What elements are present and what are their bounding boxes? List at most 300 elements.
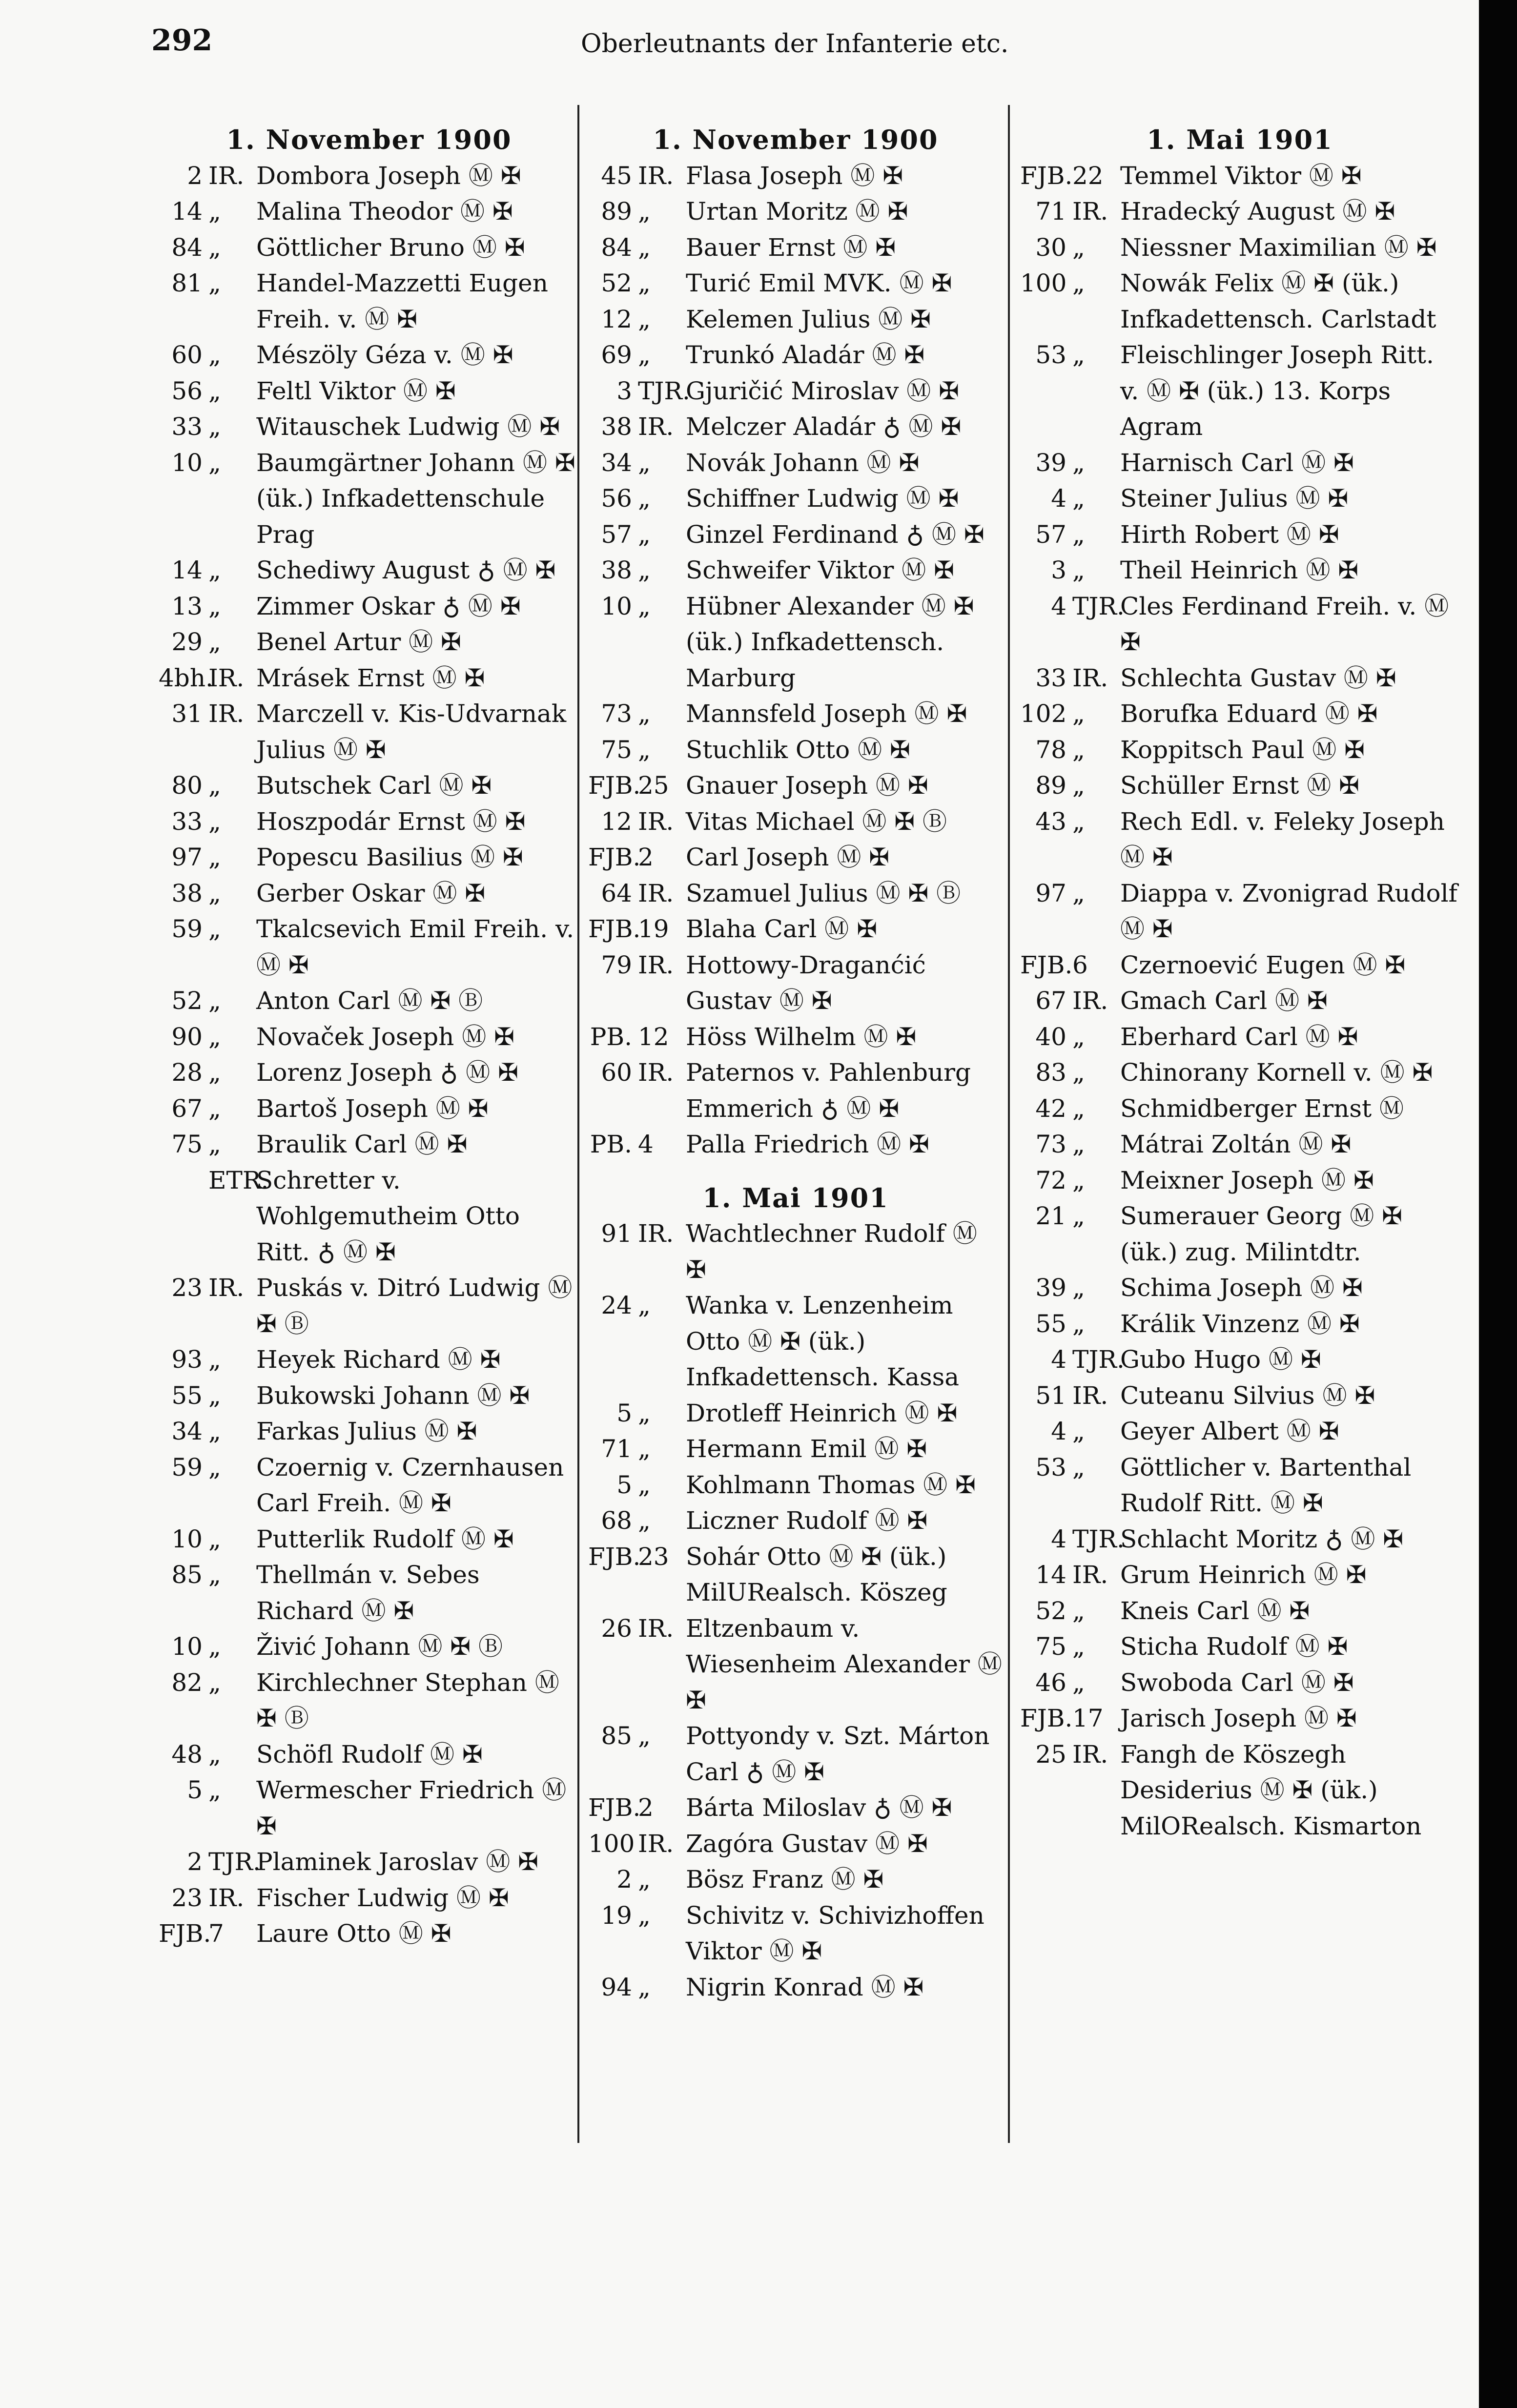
officer-entry-text: Wachtlechner Rudolf Ⓜ ✠ — [686, 1219, 977, 1284]
list-entry — [588, 768, 1003, 804]
list-entry — [159, 804, 579, 840]
unit-reference — [588, 1127, 686, 1163]
list-entry — [1020, 732, 1459, 768]
unit-type: IR. — [638, 1058, 674, 1087]
list-entry — [1020, 804, 1459, 876]
officer-entry-text: Bárta Miloslav ♁ Ⓜ ✠ — [686, 1793, 952, 1822]
unit-reference — [159, 230, 256, 266]
unit-number: 64 — [601, 879, 632, 907]
unit-reference — [1020, 768, 1120, 804]
unit-number: 59 — [171, 915, 203, 943]
unit-number: 23 — [171, 1274, 203, 1302]
unit-type: 23 — [638, 1542, 669, 1571]
unit-number: 68 — [601, 1506, 632, 1535]
list-entry — [1020, 1665, 1459, 1701]
unit-reference — [1020, 1091, 1120, 1127]
list-entry — [588, 1790, 1003, 1826]
officer-entry-text: Harnisch Carl Ⓜ ✠ — [1120, 448, 1354, 477]
unit-reference — [159, 624, 256, 660]
unit-type: „ — [1072, 1453, 1085, 1482]
officer-entry-text: Schlacht Moritz ♁ Ⓜ ✠ — [1120, 1524, 1404, 1553]
unit-number: 97 — [171, 843, 203, 871]
officer-entry-text: Steiner Julius Ⓜ ✠ — [1120, 484, 1349, 513]
officer-entry-text: Palla Friedrich Ⓜ ✠ — [686, 1130, 929, 1158]
unit-reference — [159, 445, 256, 553]
unit-number: 39 — [1035, 448, 1066, 477]
unit-number: 2 — [187, 161, 203, 190]
unit-type: 2 — [638, 1793, 654, 1822]
unit-reference — [588, 1718, 686, 1790]
unit-number: 97 — [1035, 879, 1066, 907]
unit-reference — [1020, 553, 1120, 589]
officer-entry-text: Novaček Joseph Ⓜ ✠ — [256, 1022, 514, 1051]
unit-reference — [159, 1378, 256, 1414]
unit-number: 12 — [601, 807, 632, 836]
officer-entry-text: Králik Vinzenz Ⓜ ✠ — [1120, 1309, 1360, 1338]
column-2 — [588, 122, 1003, 2005]
unit-type: IR. — [208, 663, 245, 692]
unit-number: FJB. — [588, 1542, 641, 1571]
unit-number: 102 — [1020, 700, 1067, 728]
unit-type: „ — [208, 1022, 221, 1051]
unit-reference — [159, 1342, 256, 1378]
unit-type: „ — [1072, 700, 1085, 728]
list-entry — [1020, 337, 1459, 445]
unit-reference — [588, 1216, 686, 1288]
unit-number: 33 — [171, 807, 203, 836]
unit-number: 10 — [171, 1524, 203, 1553]
unit-number: 57 — [1035, 520, 1066, 549]
officer-entry-text: Trunkó Aladár Ⓜ ✠ — [686, 341, 925, 369]
officer-entry-text: Heyek Richard Ⓜ ✠ — [256, 1345, 501, 1374]
officer-entry-text: Gerber Oskar Ⓜ ✠ — [256, 879, 486, 907]
unit-type: IR. — [1072, 663, 1108, 692]
unit-type: IR. — [638, 1614, 674, 1643]
unit-type: TJR. — [1072, 1524, 1125, 1553]
unit-type: „ — [638, 1973, 651, 2001]
officer-entry-text: Fleischlinger Joseph Ritt. v. Ⓜ ✠ (ük.) 13. Korps Agram — [1120, 341, 1434, 441]
unit-reference — [588, 302, 686, 338]
unit-reference — [1020, 158, 1120, 194]
list-entry — [588, 1539, 1003, 1611]
unit-number: 89 — [601, 197, 632, 226]
list-entry — [159, 158, 579, 194]
list-entry — [1020, 1629, 1459, 1665]
unit-type: „ — [1072, 1417, 1085, 1445]
officer-entry-text: Sohár Otto Ⓜ ✠ (ük.) MilURealsch. Köszeg — [686, 1542, 947, 1606]
list-entry — [588, 1288, 1003, 1396]
officer-entry-text: Czernoević Eugen Ⓜ ✠ — [1120, 950, 1406, 979]
list-entry — [588, 1826, 1003, 1862]
unit-reference — [159, 876, 256, 912]
list-entry — [1020, 1342, 1459, 1378]
unit-reference — [1020, 1019, 1120, 1055]
column-subheading: 1. Mai 1901 — [702, 1182, 889, 1214]
unit-reference — [159, 1055, 256, 1091]
unit-type: „ — [1072, 1309, 1085, 1338]
unit-number: 60 — [171, 341, 203, 369]
officer-entry-text: Hradecký August Ⓜ ✠ — [1120, 197, 1395, 226]
unit-number: 5 — [616, 1399, 632, 1427]
officer-entry-text: Vitas Michael Ⓜ ✠ Ⓑ — [686, 807, 947, 836]
unit-reference — [1020, 1270, 1120, 1306]
unit-type: „ — [1072, 233, 1085, 262]
officer-entry-text: Novák Johann Ⓜ ✠ — [686, 448, 920, 477]
unit-reference — [159, 589, 256, 625]
list-entry — [159, 1916, 579, 1952]
unit-number: 4 — [1051, 1345, 1066, 1374]
unit-type: „ — [1072, 1130, 1085, 1158]
unit-reference — [588, 373, 690, 410]
unit-number: 60 — [601, 1058, 632, 1087]
unit-number: 25 — [1035, 1740, 1066, 1769]
officer-entry-text: Popescu Basilius Ⓜ ✠ — [256, 843, 523, 871]
unit-number: 40 — [1035, 1022, 1066, 1051]
unit-type: „ — [1072, 448, 1085, 477]
unit-type: TJR. — [208, 1848, 261, 1876]
unit-reference — [159, 1629, 256, 1665]
unit-reference — [159, 553, 256, 589]
officer-entry-text: Thellmán v. Sebes Richard Ⓜ ✠ — [256, 1561, 480, 1625]
list-entry — [1020, 481, 1459, 517]
officer-entry-text: Mannsfeld Joseph Ⓜ ✠ — [686, 700, 967, 728]
unit-type: „ — [208, 376, 221, 405]
unit-type: TJR. — [1072, 592, 1125, 620]
list-entry — [588, 1019, 1003, 1055]
officer-entry-text: Schediwy August ♁ Ⓜ ✠ — [256, 556, 556, 584]
unit-reference — [159, 1737, 256, 1773]
unit-reference — [588, 1467, 686, 1503]
list-entry — [1020, 1127, 1459, 1163]
unit-number: 38 — [171, 879, 203, 907]
officer-entry-text: Hermann Emil Ⓜ ✠ — [686, 1435, 927, 1463]
unit-type: „ — [1072, 1274, 1085, 1302]
unit-reference — [588, 1503, 686, 1539]
list-entry — [159, 1414, 579, 1450]
list-entry — [1020, 1414, 1459, 1450]
unit-type: „ — [1072, 520, 1085, 549]
list-entry — [159, 1342, 579, 1378]
unit-type: „ — [1072, 1094, 1085, 1123]
list-entry — [588, 876, 1003, 912]
officer-entry-text: Grum Heinrich Ⓜ ✠ — [1120, 1561, 1367, 1589]
officer-entry-text: Eberhard Carl Ⓜ ✠ — [1120, 1022, 1358, 1051]
unit-reference — [588, 1611, 686, 1719]
unit-type: IR. — [638, 950, 674, 979]
unit-type: „ — [1072, 269, 1085, 297]
list-entry — [159, 1772, 579, 1844]
officer-entry-text: Puskás v. Ditró Ludwig Ⓜ ✠ Ⓑ — [256, 1274, 573, 1338]
officer-entry-text: Szamuel Julius Ⓜ ✠ Ⓑ — [686, 879, 961, 907]
unit-reference — [588, 517, 686, 553]
unit-number: 53 — [1035, 341, 1066, 369]
unit-type: IR. — [638, 807, 674, 836]
unit-reference — [1020, 1198, 1120, 1270]
unit-number: 84 — [171, 233, 203, 262]
column-heading: 1. November 1900 — [653, 124, 939, 155]
unit-number: 12 — [601, 305, 632, 333]
officer-entry-text: Schweifer Viktor Ⓜ ✠ — [686, 556, 955, 584]
unit-reference — [588, 337, 686, 373]
unit-number: 14 — [171, 556, 203, 584]
unit-reference — [588, 230, 686, 266]
unit-type: 2 — [638, 843, 654, 871]
unit-reference — [588, 158, 686, 194]
officer-entry-text: Schretter v. Wohlgemutheim Otto Ritt. ♁ Ⓜ ✠ — [256, 1166, 520, 1266]
unit-reference — [159, 1916, 256, 1952]
list-entry — [588, 589, 1003, 697]
list-entry — [159, 840, 579, 876]
officer-entry-text: Schlechta Gustav Ⓜ ✠ — [1120, 663, 1396, 692]
unit-reference — [588, 1396, 686, 1432]
unit-reference — [159, 1772, 256, 1844]
unit-number: 94 — [601, 1973, 632, 2001]
officer-entry-text: Bauer Ernst Ⓜ ✠ — [686, 233, 896, 262]
unit-number: 23 — [171, 1883, 203, 1912]
unit-reference — [159, 1163, 269, 1271]
unit-type: „ — [638, 1722, 651, 1750]
unit-reference — [588, 804, 686, 840]
officer-entry-text: Mátrai Zoltán Ⓜ ✠ — [1120, 1130, 1352, 1158]
list-entry — [1020, 1163, 1459, 1199]
unit-type: IR. — [638, 1829, 674, 1858]
unit-reference — [1020, 660, 1120, 697]
list-entry — [159, 589, 579, 625]
list-entry — [159, 983, 579, 1019]
unit-type: IR. — [1072, 1740, 1108, 1769]
unit-number: 85 — [171, 1561, 203, 1589]
officer-entry-text: Carl Joseph Ⓜ ✠ — [686, 843, 890, 871]
unit-number: 73 — [1035, 1130, 1066, 1158]
officer-entry-text: Kneis Carl Ⓜ ✠ — [1120, 1596, 1310, 1625]
unit-number: 10 — [171, 1632, 203, 1661]
officer-entry-text: Fischer Ludwig Ⓜ ✠ — [256, 1883, 509, 1912]
unit-type: „ — [638, 520, 651, 549]
unit-number: 83 — [1035, 1058, 1066, 1087]
unit-reference — [588, 768, 686, 804]
unit-type: „ — [208, 556, 221, 584]
unit-number: 82 — [171, 1668, 203, 1697]
list-entry — [588, 230, 1003, 266]
officer-entry-text: Kelemen Julius Ⓜ ✠ — [686, 305, 931, 333]
unit-reference — [588, 1019, 686, 1055]
unit-type: „ — [638, 341, 651, 369]
list-entry — [588, 266, 1003, 302]
unit-number: 89 — [1035, 771, 1066, 800]
unit-number: 24 — [601, 1291, 632, 1319]
unit-number: 33 — [1035, 663, 1066, 692]
officer-entry-text: Blaha Carl Ⓜ ✠ — [686, 915, 878, 943]
unit-number: 28 — [171, 1058, 203, 1087]
unit-number: 90 — [171, 1022, 203, 1051]
unit-reference — [1020, 732, 1120, 768]
unit-number: FJB. — [588, 1793, 641, 1822]
officer-entry-text: Witauschek Ludwig Ⓜ ✠ — [256, 412, 560, 441]
unit-number: 78 — [1035, 735, 1066, 764]
officer-entry-text: Göttlicher Bruno Ⓜ ✠ — [256, 233, 525, 262]
officer-entry-text: Jarisch Joseph Ⓜ ✠ — [1120, 1704, 1357, 1732]
list-entry — [159, 409, 579, 445]
unit-type: „ — [638, 1291, 651, 1319]
unit-reference — [159, 409, 256, 445]
unit-reference — [159, 660, 256, 697]
unit-number: 2 — [616, 1865, 632, 1893]
unit-reference — [159, 1880, 256, 1916]
unit-type: „ — [1072, 484, 1085, 513]
list-entry — [1020, 230, 1459, 266]
unit-reference — [588, 1826, 686, 1862]
unit-number — [159, 1163, 208, 1271]
unit-type: „ — [208, 1668, 221, 1697]
list-entry — [159, 1522, 579, 1558]
page-number: 292 — [151, 23, 213, 58]
unit-reference — [1020, 266, 1120, 337]
unit-type: „ — [208, 1417, 221, 1445]
list-entry — [159, 1019, 579, 1055]
list-entry — [159, 1737, 579, 1773]
unit-type: „ — [1072, 1022, 1085, 1051]
unit-type: 12 — [638, 1022, 669, 1051]
unit-reference — [588, 732, 686, 768]
list-entry — [1020, 1522, 1459, 1558]
unit-number: 85 — [601, 1722, 632, 1750]
unit-type: „ — [208, 197, 221, 226]
officer-entry-text: Hoszpodár Ernst Ⓜ ✠ — [256, 807, 526, 836]
unit-reference — [159, 1414, 256, 1450]
unit-number: 93 — [171, 1345, 203, 1374]
list-entry — [588, 1216, 1003, 1288]
officer-entry-text: Schima Joseph Ⓜ ✠ — [1120, 1274, 1363, 1302]
officer-entry-text: Swoboda Carl Ⓜ ✠ — [1120, 1668, 1354, 1697]
unit-reference — [1020, 1737, 1120, 1845]
unit-type: „ — [1072, 1596, 1085, 1625]
unit-reference — [588, 194, 686, 230]
list-entry — [588, 804, 1003, 840]
unit-reference — [159, 1127, 256, 1163]
list-entry — [1020, 876, 1459, 947]
unit-reference — [588, 696, 686, 732]
unit-reference — [1020, 230, 1120, 266]
list-entry — [588, 840, 1003, 876]
unit-type: „ — [208, 1130, 221, 1158]
officer-entry-text: Plaminek Jaroslav Ⓜ ✠ — [256, 1848, 539, 1876]
unit-number: 53 — [1035, 1453, 1066, 1482]
unit-type: „ — [638, 735, 651, 764]
unit-number: 71 — [1035, 197, 1066, 226]
unit-number: 45 — [601, 161, 632, 190]
unit-reference — [588, 840, 686, 876]
unit-number: 55 — [171, 1381, 203, 1410]
unit-reference — [1020, 1163, 1120, 1199]
list-entry — [588, 1055, 1003, 1127]
unit-reference — [159, 1665, 256, 1737]
unit-type: ETR. — [208, 1166, 269, 1194]
unit-number: 73 — [601, 700, 632, 728]
unit-number: 55 — [1035, 1309, 1066, 1338]
unit-type: „ — [638, 1399, 651, 1427]
list-entry — [1020, 1055, 1459, 1091]
officer-entry-text: Bösz Franz Ⓜ ✠ — [686, 1865, 884, 1893]
officer-entry-text: Marczell v. Kis-Udvarnak Julius Ⓜ ✠ — [256, 700, 567, 764]
unit-type: „ — [1072, 556, 1085, 584]
list-entry — [159, 624, 579, 660]
unit-reference — [1020, 1701, 1120, 1737]
unit-type: „ — [208, 592, 221, 620]
list-entry — [588, 1503, 1003, 1539]
unit-number: FJB. — [588, 771, 641, 800]
officer-entry-text: Kohlmann Thomas Ⓜ ✠ — [686, 1470, 976, 1499]
list-entry — [159, 1557, 579, 1629]
officer-entry-text: Pottyondy v. Szt. Márton Carl ♁ Ⓜ ✠ — [686, 1722, 990, 1786]
unit-type: „ — [1072, 341, 1085, 369]
list-entry — [1020, 1450, 1459, 1522]
list-entry — [588, 1467, 1003, 1503]
officer-entry-text: Živić Johann Ⓜ ✠ Ⓑ — [256, 1632, 503, 1661]
list-entry — [588, 1396, 1003, 1432]
unit-type: „ — [1072, 1058, 1085, 1087]
unit-type: „ — [1072, 1166, 1085, 1194]
officer-entry-text: Ginzel Ferdinand ♁ Ⓜ ✠ — [686, 520, 984, 549]
unit-number: 43 — [1035, 807, 1066, 836]
unit-reference — [159, 373, 256, 410]
unit-type: „ — [208, 1776, 221, 1804]
list-entry — [1020, 445, 1459, 481]
officer-entry-text: Eltzenbaum v. Wiesenheim Alexander Ⓜ ✠ — [686, 1614, 1002, 1714]
unit-reference — [588, 1431, 686, 1467]
unit-type: „ — [208, 1632, 221, 1661]
unit-number: 13 — [171, 592, 203, 620]
unit-number: 52 — [171, 987, 203, 1015]
unit-reference — [1020, 1557, 1120, 1593]
officer-entry-text: Lorenz Joseph ♁ Ⓜ ✠ — [256, 1058, 518, 1087]
officer-entry-text: Kirchlechner Stephan Ⓜ ✠ Ⓑ — [256, 1668, 559, 1732]
unit-number: 100 — [1020, 269, 1067, 297]
column-3 — [1020, 122, 1459, 1844]
unit-number: 51 — [1035, 1381, 1066, 1410]
unit-reference — [588, 481, 686, 517]
list-entry — [1020, 947, 1459, 984]
unit-type: „ — [208, 341, 221, 369]
column-divider — [1008, 105, 1010, 2143]
unit-number: 39 — [1035, 1274, 1066, 1302]
unit-type: IR. — [638, 1219, 674, 1248]
list-entry — [1020, 1378, 1459, 1414]
officer-entry-text: Schiffner Ludwig Ⓜ ✠ — [686, 484, 959, 513]
unit-type: IR. — [1072, 1561, 1108, 1589]
unit-reference — [588, 876, 686, 912]
officer-entry-text: Feltl Viktor Ⓜ ✠ — [256, 376, 456, 405]
officer-entry-text: Zagóra Gustav Ⓜ ✠ — [686, 1829, 928, 1858]
unit-reference — [1020, 1522, 1125, 1558]
unit-number: 34 — [601, 448, 632, 477]
officer-entry-text: Flasa Joseph Ⓜ ✠ — [686, 161, 903, 190]
unit-reference — [588, 409, 686, 445]
unit-reference — [588, 1055, 686, 1127]
list-entry — [159, 1127, 579, 1163]
unit-type: „ — [208, 269, 221, 297]
unit-number: 26 — [601, 1614, 632, 1643]
unit-number: 48 — [171, 1740, 203, 1769]
scan-edge — [1479, 0, 1517, 2408]
officer-entry-text: Cuteanu Silvius Ⓜ ✠ — [1120, 1381, 1375, 1410]
unit-type: TJR. — [638, 376, 690, 405]
officer-entry-text: Wermescher Friedrich Ⓜ ✠ — [256, 1776, 567, 1840]
unit-reference — [1020, 1055, 1120, 1091]
officer-entry-text: Tkalcsevich Emil Freih. v. Ⓜ ✠ — [256, 915, 574, 979]
column-heading: 1. Mai 1901 — [1147, 124, 1333, 155]
unit-type: „ — [638, 269, 651, 297]
list-entry — [159, 194, 579, 230]
